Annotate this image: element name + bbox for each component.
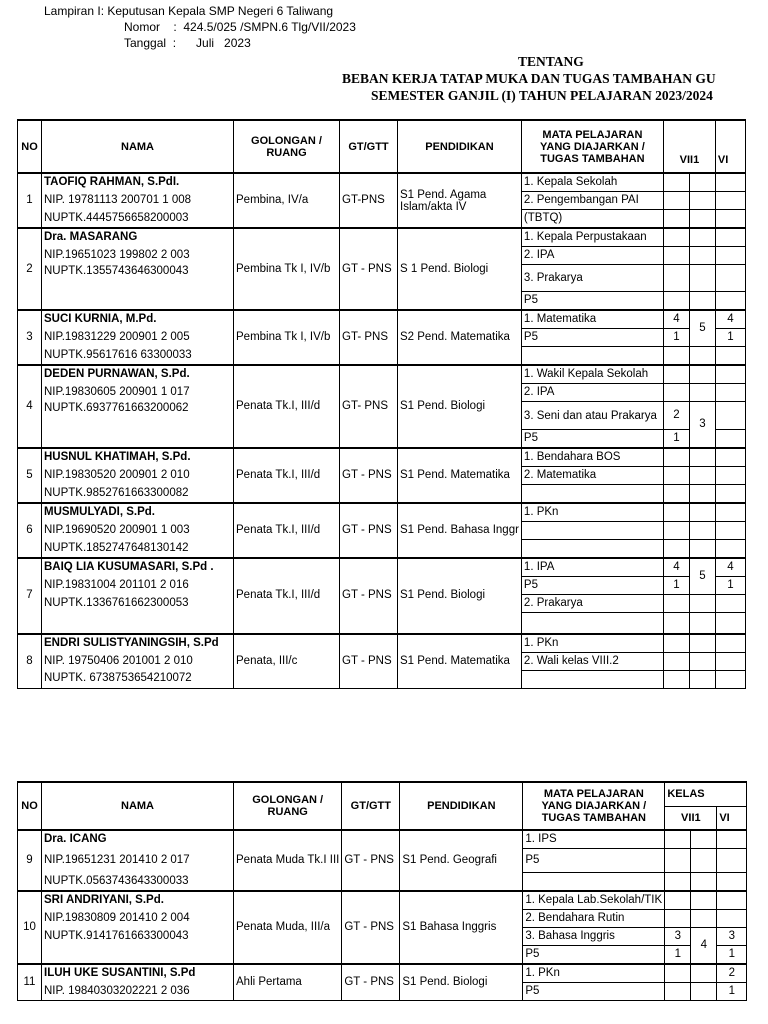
nuptk-cell: NUPTK.1336761662300053 (42, 595, 234, 613)
table-header-row (18, 782, 747, 806)
total-cell: 3 (689, 402, 715, 449)
row-number: 3 (18, 310, 42, 365)
hours-cell: 1 (663, 329, 689, 347)
hours-cell (715, 192, 745, 210)
col-pendidikan: PENDIDIKAN (398, 120, 522, 173)
nuptk-cell: NUPTK.9852761663300082 (42, 485, 234, 504)
subject-cell: 1. Kepala Sekolah (521, 173, 663, 192)
subject-cell: 1. Matematika (521, 310, 663, 329)
empty-cell (42, 292, 234, 311)
nip-cell: NIP. 19750406 201001 2 010 (42, 652, 234, 670)
hours-cell (689, 448, 715, 467)
subject-cell: 2. IPA (521, 247, 663, 265)
golongan-cell: Pembina Tk I, IV/b (234, 310, 340, 365)
hours-cell (715, 540, 745, 559)
nip-cell: NIP.19651023 199802 2 003 (42, 247, 234, 265)
hours-cell (663, 467, 689, 485)
hours-cell (663, 522, 689, 540)
empty-cell (42, 613, 234, 634)
hours-cell (717, 849, 747, 873)
hours-cell: 2 (717, 964, 747, 983)
hours-cell: 1 (715, 577, 745, 595)
subject-cell: 3. Prakarya (521, 265, 663, 292)
hours-cell (717, 910, 747, 928)
nip-cell: NIP.19690520 200901 1 003 (42, 522, 234, 540)
hours-cell (715, 384, 745, 402)
hours-cell (715, 210, 745, 229)
nuptk-cell: NUPTK.95617616 63300033 (42, 347, 234, 366)
hours-cell (663, 247, 689, 265)
status-cell: GT - PNS (342, 891, 400, 964)
hours-cell (663, 595, 689, 613)
hours-cell (715, 522, 745, 540)
golongan-cell: Ahli Pertama (234, 964, 342, 1001)
subject-cell: 3. Seni dan atau Prakarya (521, 402, 663, 430)
subject-cell: P5 (523, 983, 665, 1001)
subject-cell (521, 540, 663, 559)
col-golongan: GOLONGAN / RUANG (234, 782, 342, 830)
hours-cell: 3 (717, 928, 747, 946)
teacher-name: Dra. MASARANG (42, 228, 234, 247)
hours-cell (663, 670, 689, 688)
nip-cell: NIP.19830520 200901 2 010 (42, 467, 234, 485)
hours-cell (663, 652, 689, 670)
hours-cell (715, 613, 745, 634)
col-vii2: VI (715, 120, 745, 173)
col-gt: GT/GTT (340, 120, 398, 173)
teacher-name: DEDEN PURNAWAN, S.Pd. (42, 365, 234, 384)
golongan-cell: Penata Muda, III/a (234, 891, 342, 964)
nip-cell: NIP.19831004 201101 2 016 (42, 577, 234, 595)
subject-cell: 2. Matematika (521, 467, 663, 485)
hours-cell: 1 (717, 946, 747, 965)
col-kelas: KELAS (665, 782, 747, 806)
table-row (18, 964, 747, 983)
row-number: 4 (18, 365, 42, 448)
nip-cell: NIP.19651231 201410 2 017 (42, 849, 234, 873)
hours-cell: 4 (715, 558, 745, 577)
hours-cell (689, 522, 715, 540)
hours-cell (663, 365, 689, 384)
teacher-name: Dra. ICANG (42, 830, 234, 849)
status-cell: GT- PNS (340, 310, 398, 365)
nip-cell: NIP.19831229 200901 2 005 (42, 329, 234, 347)
hours-cell (689, 467, 715, 485)
teacher-name: SRI ANDRIYANI, S.Pd. (42, 891, 234, 910)
hours-cell (689, 634, 715, 653)
subject-cell: 1. PKn (521, 503, 663, 522)
subject-cell: 2. Pengembangan PAI (521, 192, 663, 210)
nip-cell: NIP. 19840303202221 2 036 (42, 983, 234, 1001)
hours-cell (689, 670, 715, 688)
col-vii1: VII1 (663, 120, 715, 173)
nip-cell: NIP.19830605 200901 1 017 (42, 384, 234, 402)
table-row (18, 558, 746, 577)
table-row (18, 891, 747, 910)
lampiran-line: Lampiran I: Keputusan Kepala SMP Negeri 6 Taliwang (44, 4, 334, 18)
golongan-cell: Pembina Tk I, IV/b (234, 228, 340, 310)
subject-cell: P5 (521, 577, 663, 595)
empty-cell (42, 430, 234, 449)
hours-cell (715, 595, 745, 613)
col-pendidikan: PENDIDIKAN (400, 782, 523, 830)
status-cell: GT-PNS (340, 173, 398, 228)
hours-cell (663, 210, 689, 229)
workload-table-1 (17, 119, 746, 689)
subject-cell: 1. IPS (523, 830, 665, 849)
pendidikan-cell: S1 Pend. Geografi (400, 830, 523, 891)
hours-cell (689, 613, 715, 634)
title-line-3: SEMESTER GANJIL (I) TAHUN PELAJARAN 2023/2024 (371, 88, 713, 103)
hours-cell (665, 830, 691, 849)
subject-cell: P5 (521, 292, 663, 311)
hours-cell (689, 292, 715, 311)
hours-cell (663, 192, 689, 210)
hours-cell (665, 891, 691, 910)
subject-cell: (TBTQ) (521, 210, 663, 229)
hours-cell (689, 265, 715, 292)
hours-cell (689, 652, 715, 670)
hours-cell (689, 384, 715, 402)
pendidikan-cell: S2 Pend. Matematika (398, 310, 522, 365)
hours-cell: 3 (665, 928, 691, 946)
subject-cell: 1. Kepala Lab.Sekolah/TIK (523, 891, 665, 910)
hours-cell (689, 210, 715, 229)
hours-cell (691, 849, 717, 873)
golongan-cell: Pembina, IV/a (234, 173, 340, 228)
total-cell: 4 (691, 928, 717, 965)
table-row (18, 634, 746, 653)
hours-cell (665, 910, 691, 928)
subject-cell (521, 670, 663, 688)
hours-cell (689, 173, 715, 192)
col-gt: GT/GTT (342, 782, 400, 830)
subject-cell: P5 (521, 430, 663, 449)
hours-cell: 1 (663, 430, 689, 449)
pendidikan-cell: S1 Pend. Biologi (400, 964, 523, 1001)
table-row (18, 173, 746, 192)
golongan-cell: Penata Muda Tk.I III (234, 830, 342, 891)
subject-cell: P5 (523, 849, 665, 873)
golongan-cell: Penata Tk.I, III/d (234, 365, 340, 448)
col-no: NO (18, 120, 42, 173)
row-number: 11 (18, 964, 42, 1001)
hours-cell (689, 228, 715, 247)
col-vii2: VI (717, 806, 747, 830)
empty-cell (42, 946, 234, 965)
hours-cell (689, 503, 715, 522)
hours-cell (663, 228, 689, 247)
pendidikan-cell: S1 Pend. Matematika (398, 448, 522, 503)
golongan-cell: Penata Tk.I, III/d (234, 503, 340, 558)
nip-cell: NIP. 19781113 200701 1 008 (42, 192, 234, 210)
hours-cell: 1 (717, 983, 747, 1001)
subject-cell: P5 (521, 329, 663, 347)
col-golongan: GOLONGAN / RUANG (234, 120, 340, 173)
golongan-cell: Penata Tk.I, III/d (234, 558, 340, 634)
table-row (18, 503, 746, 522)
hours-cell (715, 448, 745, 467)
pendidikan-cell: S1 Bahasa Inggris (400, 891, 523, 964)
row-number: 2 (18, 228, 42, 310)
row-number: 9 (18, 830, 42, 891)
subject-cell: 2. Prakarya (521, 595, 663, 613)
hours-cell (715, 430, 745, 449)
table-row (18, 830, 747, 849)
teacher-name: SUCI KURNIA, M.Pd. (42, 310, 234, 329)
subject-cell: 1. PKn (521, 634, 663, 653)
hours-cell (663, 540, 689, 559)
hours-cell (665, 983, 691, 1001)
hours-cell (663, 347, 689, 366)
hours-cell (665, 873, 691, 892)
hours-cell (689, 192, 715, 210)
subject-cell: P5 (523, 946, 665, 965)
row-number: 1 (18, 173, 42, 228)
hours-cell (717, 873, 747, 892)
hours-cell (663, 448, 689, 467)
nuptk-cell: NUPTK.0563743643300033 (42, 873, 234, 892)
pendidikan-cell: S1 Pend. Biologi (398, 558, 522, 634)
hours-cell (691, 830, 717, 849)
col-mapel: MATA PELAJARAN YANG DIAJARKAN / TUGAS TAMBAHAN (521, 120, 663, 173)
hours-cell (715, 670, 745, 688)
nuptk-cell: NUPTK.4445756658200003 (42, 210, 234, 229)
hours-cell (663, 634, 689, 653)
teacher-name: TAOFIQ RAHMAN, S.PdI. (42, 173, 234, 192)
table-row (18, 365, 746, 384)
row-number: 10 (18, 891, 42, 964)
hours-cell (691, 910, 717, 928)
nuptk-cell: NUPTK. 6738753654210072 (42, 670, 234, 688)
total-cell: 5 (689, 310, 715, 347)
status-cell: GT - PNS (340, 228, 398, 310)
golongan-cell: Penata Tk.I, III/d (234, 448, 340, 503)
status-cell: GT - PNS (340, 448, 398, 503)
hours-cell (689, 365, 715, 384)
subject-cell (521, 613, 663, 634)
nip-cell: NIP.19830809 201410 2 004 (42, 910, 234, 928)
subject-cell: 2. Wali kelas VIII.2 (521, 652, 663, 670)
workload-table-2 (17, 781, 747, 1001)
hours-cell (689, 595, 715, 613)
status-cell: GT- PNS (340, 365, 398, 448)
col-mapel: MATA PELAJARAN YANG DIAJARKAN / TUGAS TAMBAHAN (523, 782, 665, 830)
hours-cell (715, 173, 745, 192)
hours-cell (715, 228, 745, 247)
pendidikan-cell: S1 Pend. Matematika (398, 634, 522, 689)
subject-cell: 2. Bendahara Rutin (523, 910, 665, 928)
hours-cell (663, 485, 689, 504)
hours-cell (691, 873, 717, 892)
hours-cell (715, 402, 745, 430)
pendidikan-cell: S1 Pend. Bahasa Inggr (398, 503, 522, 558)
hours-cell (715, 347, 745, 366)
hours-cell (663, 503, 689, 522)
hours-cell: 1 (665, 946, 691, 965)
hours-cell: 1 (663, 577, 689, 595)
col-no: NO (18, 782, 42, 830)
pendidikan-cell: S 1 Pend. Biologi (398, 228, 522, 310)
hours-cell: 4 (663, 558, 689, 577)
subject-cell: 1. Wakil Kepala Sekolah (521, 365, 663, 384)
table-header-row (18, 120, 746, 173)
hours-cell (665, 964, 691, 983)
nomor-line: Nomor : 424.5/025 /SMPN.6 Tlg/VII/2023 (124, 20, 356, 34)
subject-cell: 1. IPA (521, 558, 663, 577)
hours-cell (715, 247, 745, 265)
hours-cell (715, 652, 745, 670)
subject-cell: 3. Bahasa Inggris (523, 928, 665, 946)
hours-cell (691, 964, 717, 983)
hours-cell: 2 (663, 402, 689, 430)
teacher-name: ILUH UKE SUSANTINI, S.Pd (42, 964, 234, 983)
status-cell: GT - PNS (342, 830, 400, 891)
teacher-name: HUSNUL KHATIMAH, S.Pd. (42, 448, 234, 467)
col-nama: NAMA (42, 782, 234, 830)
hours-cell (663, 613, 689, 634)
hours-cell: 1 (715, 329, 745, 347)
hours-cell (715, 292, 745, 311)
hours-cell (691, 891, 717, 910)
hours-cell (715, 365, 745, 384)
subject-cell: 2. IPA (521, 384, 663, 402)
table-row (18, 448, 746, 467)
table-row (18, 310, 746, 329)
subject-cell (521, 485, 663, 504)
subject-cell: 1. Kepala Perpustakaan (521, 228, 663, 247)
row-number: 8 (18, 634, 42, 689)
hours-cell (715, 265, 745, 292)
nuptk-cell: NUPTK.1355743646300043 (42, 265, 234, 292)
total-cell: 5 (689, 558, 715, 595)
hours-cell (663, 173, 689, 192)
golongan-cell: Penata, III/c (234, 634, 340, 689)
hours-cell: 4 (663, 310, 689, 329)
hours-cell: 4 (715, 310, 745, 329)
row-number: 7 (18, 558, 42, 634)
title-line-1: TENTANG (518, 54, 584, 69)
status-cell: GT - PNS (340, 503, 398, 558)
tanggal-line: Tanggal : Juli 2023 (124, 36, 251, 50)
subject-cell (521, 347, 663, 366)
hours-cell (691, 983, 717, 1001)
subject-cell: 1. PKn (523, 964, 665, 983)
hours-cell (689, 247, 715, 265)
hours-cell (663, 265, 689, 292)
table-row (18, 228, 746, 247)
subject-cell (521, 522, 663, 540)
status-cell: GT - PNS (340, 558, 398, 634)
teacher-name: ENDRI SULISTYANINGSIH, S.Pd (42, 634, 234, 653)
hours-cell (689, 347, 715, 366)
teacher-name: BAIQ LIA KUSUMASARI, S.Pd . (42, 558, 234, 577)
hours-cell (663, 292, 689, 311)
hours-cell (715, 503, 745, 522)
nuptk-cell: NUPTK.1852747648130142 (42, 540, 234, 559)
row-number: 6 (18, 503, 42, 558)
hours-cell (689, 540, 715, 559)
pendidikan-cell: S1 Pend. Agama Islam/akta IV (398, 173, 522, 228)
hours-cell (715, 467, 745, 485)
hours-cell (717, 830, 747, 849)
hours-cell (665, 849, 691, 873)
col-nama: NAMA (42, 120, 234, 173)
hours-cell (717, 891, 747, 910)
teacher-name: MUSMULYADI, S.Pd. (42, 503, 234, 522)
subject-cell (523, 873, 665, 892)
nuptk-cell: NUPTK.9141761663300043 (42, 928, 234, 946)
status-cell: GT - PNS (342, 964, 400, 1001)
hours-cell (689, 485, 715, 504)
status-cell: GT - PNS (340, 634, 398, 689)
hours-cell (715, 634, 745, 653)
hours-cell (663, 384, 689, 402)
hours-cell (715, 485, 745, 504)
nuptk-cell: NUPTK.6937761663200062 (42, 402, 234, 430)
row-number: 5 (18, 448, 42, 503)
pendidikan-cell: S1 Pend. Biologi (398, 365, 522, 448)
title-line-2: BEBAN KERJA TATAP MUKA DAN TUGAS TAMBAHAN GU (342, 71, 716, 86)
subject-cell: 1. Bendahara BOS (521, 448, 663, 467)
col-vii1: VII1 (665, 806, 717, 830)
